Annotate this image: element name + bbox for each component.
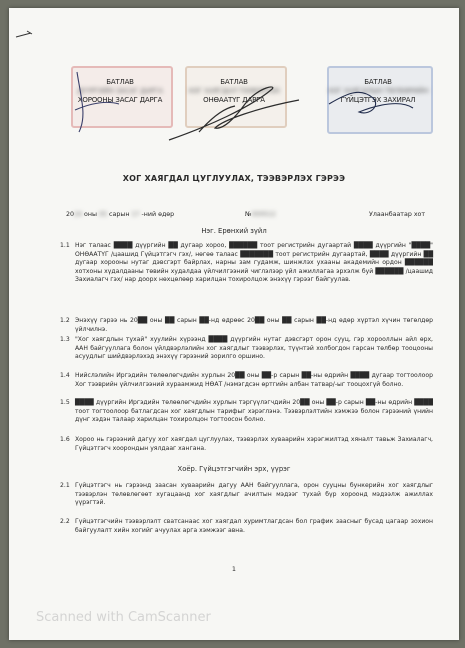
date-month: 05 — [99, 211, 108, 218]
paragraph-number: 1.4 — [60, 372, 70, 379]
paragraph-text: Энэхүү гэрээ нь 20██ оны ██ сарын ██-нд өдрөөс 20██ оны ██ сарын ██-нд өдөр хүртэл хүчин төгөлдөр үйлчилнэ. — [75, 317, 433, 333]
paragraph-1-4 — [60, 372, 433, 389]
paragraph-number: 1.2 — [60, 317, 70, 324]
paragraph-2-2 — [60, 518, 433, 535]
contract-city: Улаанбаатар хот — [369, 211, 426, 218]
date-text: оны — [84, 211, 97, 218]
stamp-line2: ХОГ ХАЯГДЛЫН ТӨЛБӨРИЙН — [327, 87, 429, 95]
paragraph-text: Нэг талаас ████ дүүргийн ██ дугаар хороо, ██████ тоот регистрийн дугаартай ████ дүүргийн "████" ОНӨААТҮГ /цаашид Гүйцэтгэгч гэх/, нөгөө талаас ███████ тоот регистрийн дугаартай, ████ дүүргийн ██ дугаар хорооны нутаг дэвсгэрт байрлах, нарны зам гудамж, шинжлэх ухааны академийн ордон ██████ хотхоны хүдалдааны төвийн худалдаа үйлчилгээний чиглэлээр үйл ажиллагаа эрхэлж буй ██████ /цаашид Захиалагч гэх/ нар доорх нөхцөлөөр харилцан тохиролцож энэхүү гэрээг байгуулав. — [75, 242, 433, 284]
paragraph-text: Гүйцэтгэгчийн тээвэрлэлт сватсанаас хог хаягдал хуримтлагдсан бол график заасныг бусад цагаар зохион байгуулалт хийн хогийг ачуулах арга хэмжээг авна. — [75, 518, 433, 534]
stamp-line1: БАТЛАВ — [106, 78, 134, 86]
contract-number — [245, 211, 276, 218]
stamp-line3: ОНӨААТҮГ ДАРГА — [203, 96, 265, 104]
paragraph-text: Гүйцэтгэгч нь гэрээнд заасан хуваарийн дагуу ААН байгууллага, орон сууцны бункерийн хог хаягдлыг тээвэрлэн төлөвлөгөөт хугацаанд хог хаягдлыг ачилтын мэдээг тухай бүр хороонд мэдээлж ажиллах үүрэгтэй. — [75, 482, 433, 507]
stamp-client — [327, 66, 429, 130]
corner-mark — [15, 30, 35, 40]
stamp-line2: ХОГ ХАЯГДАЛ ТЭЭВЭРЛЭХ — [188, 87, 280, 95]
number-label: № — [245, 211, 252, 218]
document-page — [9, 8, 459, 640]
paragraph-text: Хороо нь гэрээний дагуу хог хаягдал цуглуулах, тээвэрлэх хуваарийн хэрэгжилтэд хяналт тавьж Захиалагч, Гүйцэтгэгч хоорондын уялдааг хангана. — [75, 436, 433, 452]
paragraph-number: 1.5 — [60, 399, 70, 406]
page-number: 1 — [231, 565, 237, 573]
paragraph-number: 1.3 — [60, 336, 70, 343]
paragraph-1-5 — [60, 399, 433, 425]
paragraph-number: 2.2 — [60, 518, 70, 525]
contract-date — [66, 211, 174, 218]
watermark-text: Scanned with CamScanner — [36, 610, 211, 625]
date-text2: сарын — [109, 211, 130, 218]
stamp-line3: ГҮЙЦЭТГЭХ ЗАХИРАЛ — [340, 96, 416, 104]
section-heading-1: Нэг. Ерөнхий зүйл — [201, 227, 267, 235]
paragraph-2-1 — [60, 482, 433, 508]
date-year: 24 — [74, 211, 83, 218]
paragraph-number: 1.1 — [60, 242, 70, 249]
paragraph-number: 2.1 — [60, 482, 70, 489]
contract-title: ХОГ ХАЯГДАЛ ЦУГЛУУЛАХ, ТЭЭВЭРЛЭХ ГЭРЭЭ — [122, 174, 346, 183]
stamp-line1: БАТЛАВ — [220, 78, 248, 86]
paragraph-1-2 — [60, 317, 433, 334]
paragraph-number: 1.6 — [60, 436, 70, 443]
stamp-company — [185, 66, 283, 124]
camscanner-watermark — [36, 610, 211, 625]
number-value: 000512 — [251, 211, 276, 218]
date-day: 17 — [131, 211, 140, 218]
paragraph-1-3 — [60, 336, 433, 362]
paragraph-1-6 — [60, 436, 433, 453]
paragraph-text: ████ дүүргийн Иргэдийн төлөөлөгчдийн хурлын тэргүүлэгчдийн 20██ оны ██-р сарын ██-ны өдрийн ████ тоот тогтоолоор батлагдсан хог хаягдлын тарифыг хэрэглэнэ. Тээвэрлэлтийн хэмжээ болон гэрээний үнийн дүнг хэдэн талаар харилцан тохиролцон тогтоосон болно. — [75, 399, 433, 424]
paragraph-text: Нийслэлийн Иргэдийн төлөөлөгчдийн хурлын 20██ оны ██-р сарын ██-ны өдрийн ████ дугаар тогтоолоор Хог тээврийн үйлчилгээний хураамжид НӨАТ /нэмэгдсэн өртгийн албан татвар/-ыг тооцохгүй болно. — [75, 372, 433, 388]
stamp-district — [71, 66, 169, 124]
date-prefix: 20 — [66, 211, 75, 218]
date-text3: -ний өдөр — [141, 211, 175, 218]
stamp-line2: ДҮҮРГИЙН ЗАСАГ ДАРГА — [77, 87, 163, 95]
paragraph-1-1 — [60, 242, 433, 285]
stamp-line1: БАТЛАВ — [364, 78, 392, 86]
stamp-line3: ХОРООНЫ ЗАСАГ ДАРГА — [77, 96, 163, 104]
paragraph-text: "Хог хаягдлын тухай" хуулийн хүрээнд ████ дүүргийн нутаг дэвсгэрт орон сууц, гэр хорооллын айл өрх, ААН байгууллага болон үйлдвэрлэлийн хог хаягдлыг тээвэрлэх, түүнтэй холбогдон гарсан төлбөр тооцооны асуудлыг шийдвэрлэхэд энэхүү гэрээний зорилго оршино. — [75, 336, 433, 361]
section-heading-2: Хоёр. Гүйцэтгэгчийн эрх, үүрэг — [177, 465, 291, 473]
